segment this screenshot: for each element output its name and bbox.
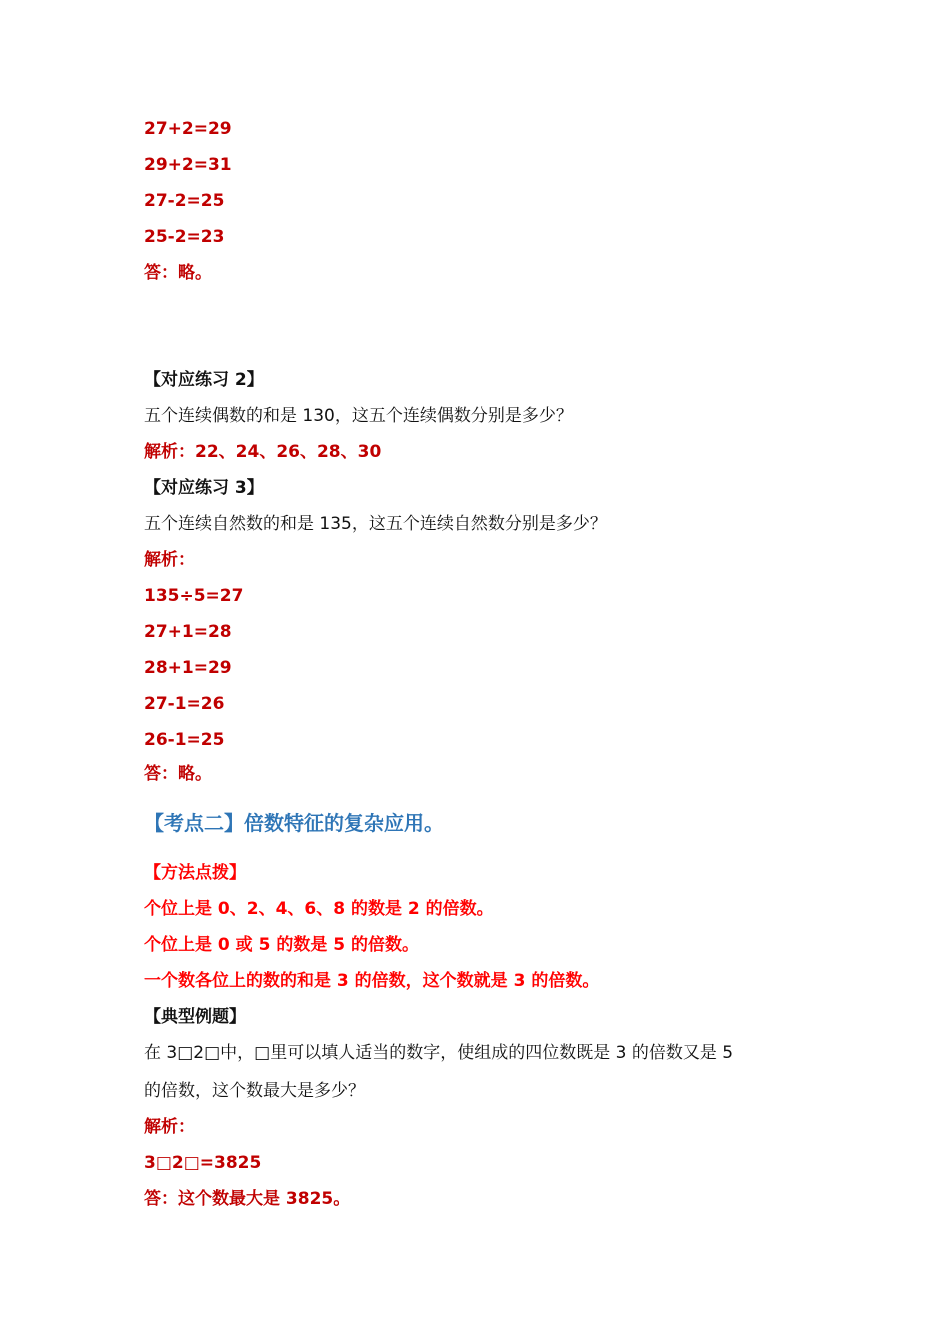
top-step-1: 27+2=29 [144, 119, 232, 139]
example-answer: 答：这个数最大是 3825。 [144, 1189, 351, 1209]
top-answer: 答：略。 [144, 263, 212, 283]
practice3-answer: 答：略。 [144, 764, 212, 784]
section2-title: 【考点二】倍数特征的复杂应用。 [144, 811, 444, 835]
practice3-step-3: 28+1=29 [144, 658, 232, 678]
practice3-heading: 【对应练习 3】 [144, 478, 264, 498]
method-line-2: 个位上是 0 或 5 的数是 5 的倍数。 [144, 935, 419, 955]
top-step-2: 29+2=31 [144, 155, 232, 175]
practice3-step-4: 27-1=26 [144, 694, 225, 714]
practice2-question: 五个连续偶数的和是 130，这五个连续偶数分别是多少？ [144, 406, 573, 426]
top-step-4: 25-2=23 [144, 227, 225, 247]
example-analysis-label: 解析： [144, 1117, 195, 1137]
practice2-analysis: 解析：22、24、26、28、30 [144, 442, 382, 462]
practice3-analysis-label: 解析： [144, 550, 195, 570]
example-question-line-2: 的倍数，这个数最大是多少？ [144, 1081, 365, 1101]
method-heading: 【方法点拨】 [144, 863, 246, 883]
practice3-question: 五个连续自然数的和是 135，这五个连续自然数分别是多少？ [144, 514, 607, 534]
practice3-step-2: 27+1=28 [144, 622, 232, 642]
method-line-1: 个位上是 0、2、4、6、8 的数是 2 的倍数。 [144, 899, 494, 919]
practice3-step-5: 26-1=25 [144, 730, 225, 750]
practice2-heading: 【对应练习 2】 [144, 370, 264, 390]
example-question-line-1: 在 3□2□中，□里可以填人适当的数字，使组成的四位数既是 3 的倍数又是 5 [144, 1043, 734, 1063]
practice3-step-1: 135÷5=27 [144, 586, 244, 606]
top-step-3: 27-2=25 [144, 191, 225, 211]
example-analysis-step: 3□2□=3825 [144, 1153, 262, 1173]
method-line-3: 一个数各位上的数的和是 3 的倍数，这个数就是 3 的倍数。 [144, 971, 600, 991]
example-heading: 【典型例题】 [144, 1007, 246, 1027]
